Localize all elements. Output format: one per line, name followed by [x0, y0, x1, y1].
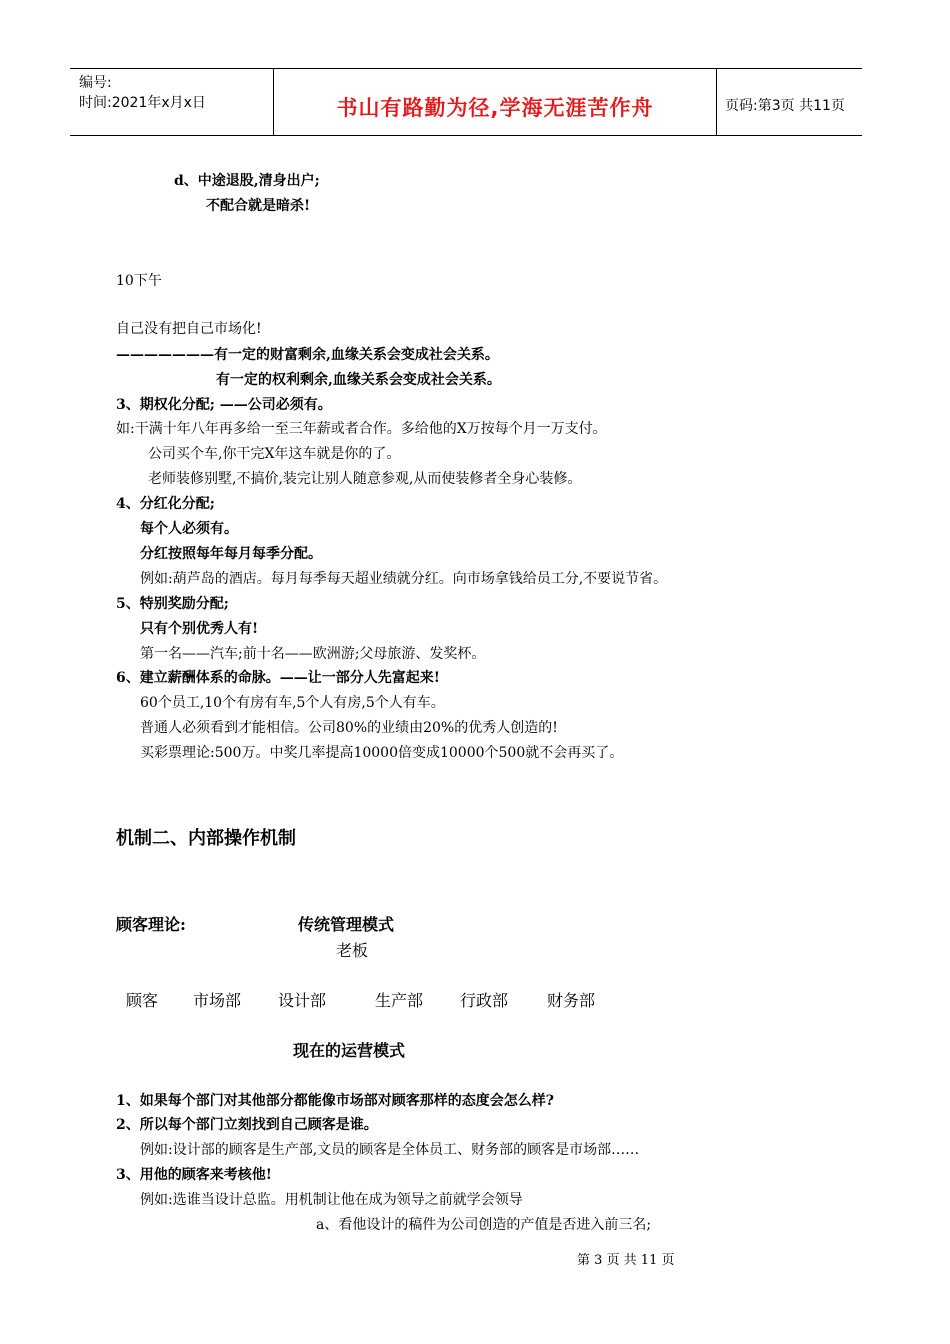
line-wealth: ———————有一定的财富剩余,血缘关系会变成社会关系。 — [116, 347, 499, 363]
number-label: 编号: — [79, 75, 112, 91]
item6-line-2: 普通人必须看到才能相信。公司80%的业绩由20%的优秀人创造的! — [140, 720, 558, 736]
header-left-cell — [70, 69, 274, 135]
question-3: 3、用他的顾客来考核他! — [116, 1167, 272, 1183]
item5-example: 第一名——汽车;前十名——欧洲游;父母旅游、发奖杯。 — [140, 646, 486, 662]
item3-example-3: 老师装修别墅,不搞价,装完让别人随意参观,从而使装修者全身心装修。 — [148, 471, 582, 487]
dept-admin: 行政部 — [460, 991, 509, 1010]
page-header — [70, 68, 862, 136]
question-3-example: 例如:选谁当设计总监。用机制让他在成为领导之前就学会领导 — [140, 1192, 523, 1208]
item6-line-1: 60个员工,10个有房有车,5个人有房,5个人有车。 — [140, 695, 445, 711]
item4-line-1: 每个人必须有。 — [140, 521, 238, 537]
item6-line-3: 买彩票理论:500万。中奖几率提高10000倍变成10000个500就不会再买了。 — [140, 745, 624, 761]
header-right-cell — [717, 69, 862, 135]
item5-title: 5、特别奖励分配; — [116, 596, 229, 612]
dept-marketing: 市场部 — [193, 991, 242, 1010]
line-10pm: 10下午 — [116, 273, 162, 289]
boss-label: 老板 — [336, 941, 369, 960]
section-mechanism-2: 机制二、内部操作机制 — [116, 828, 296, 849]
question-2: 2、所以每个部门立刻找到自己顾客是谁。 — [116, 1117, 378, 1133]
page-info: 页码:第3页 共11页 — [725, 98, 845, 114]
dept-customer: 顾客 — [126, 991, 159, 1010]
line-power: 有一定的权利剩余,血缘关系会变成社会关系。 — [216, 372, 501, 388]
motto: 书山有路勤为径,学海无涯苦作舟 — [336, 96, 654, 120]
question-2-example: 例如:设计部的顾客是生产部,文员的顾客是全体员工、财务部的顾客是市场部…… — [140, 1142, 640, 1158]
item3-example-1: 如:干满十年八年再多给一至三年薪或者合作。多给他的X万按每个月一万支付。 — [116, 421, 607, 437]
dept-finance: 财务部 — [547, 991, 596, 1010]
dept-design: 设计部 — [278, 991, 327, 1010]
item4-example: 例如:葫芦岛的酒店。每月每季每天超业绩就分红。向市场拿钱给员工分,不要说节省。 — [140, 571, 668, 587]
customer-theory-label: 顾客理论: — [116, 915, 186, 934]
line-market: 自己没有把自己市场化! — [116, 321, 262, 337]
item3-title: 3、期权化分配; ——公司必须有。 — [116, 397, 332, 413]
item6-title: 6、建立薪酬体系的命脉。——让一部分人先富起来! — [116, 670, 440, 686]
traditional-mode-title: 传统管理模式 — [298, 915, 395, 934]
page-footer: 第 3 页 共 11 页 — [577, 1253, 675, 1268]
current-mode-title: 现在的运营模式 — [293, 1041, 406, 1060]
line-no-cooperate: 不配合就是暗杀! — [206, 198, 311, 214]
item5-line-1: 只有个别优秀人有! — [140, 621, 259, 637]
question-1: 1、如果每个部门对其他部分都能像市场部对顾客那样的态度会怎么样? — [116, 1093, 554, 1109]
line-d: d、中途退股,清身出户; — [174, 173, 320, 189]
item4-title: 4、分红化分配; — [116, 496, 215, 512]
item3-example-2: 公司买个车,你干完X年这车就是你的了。 — [148, 446, 401, 462]
dept-production: 生产部 — [375, 991, 424, 1010]
item4-line-2: 分红按照每年每月每季分配。 — [140, 546, 322, 562]
question-3-item-a: a、看他设计的稿件为公司创造的产值是否进入前三名; — [316, 1217, 652, 1233]
header-middle-cell — [274, 69, 717, 135]
time-label: 时间:2021年x月x日 — [79, 95, 206, 111]
